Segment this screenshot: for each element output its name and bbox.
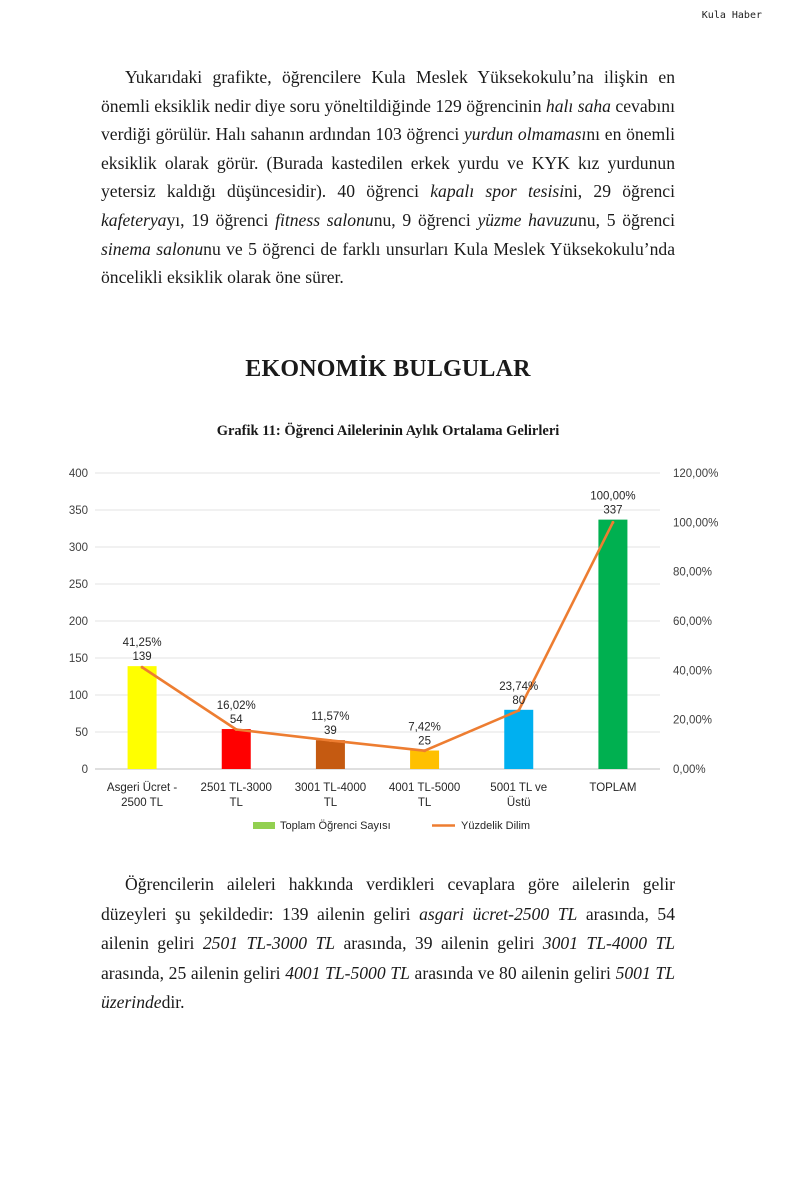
text-run: arasında, 54 ailenin geliri: [101, 903, 675, 953]
x-category-label: TL: [417, 797, 432, 809]
x-category-label: 5001 TL ve: [490, 782, 548, 794]
text-run: arasında ve 80 ailenin geliri: [409, 962, 616, 983]
chart-bar: [504, 710, 533, 769]
legend-swatch-bars: [253, 822, 275, 829]
y-right-tick-label: 20,00%: [673, 714, 713, 727]
text-run: Öğrencilerin aileleri hakkında verdikleri cevaplara göre ailelerin gelir düzeyleri şu şekildedir: 139 ailenin geliri: [101, 874, 675, 924]
bar-value-label: 39: [324, 725, 337, 738]
line-value-label: 16,02%: [216, 700, 256, 713]
line-value-label: 41,25%: [122, 637, 162, 650]
bar-value-label: 337: [603, 504, 623, 517]
line-point: [517, 709, 520, 712]
emphasis-text: sinema salonu: [101, 238, 204, 259]
legend-label-line: Yüzdelik Dilim: [461, 820, 531, 832]
emphasis-text: yüzme havuzu: [477, 209, 578, 230]
text-run: nu, 5 öğrenci: [577, 209, 675, 230]
y-left-tick-label: 300: [68, 542, 88, 554]
y-right-tick-label: 0,00%: [673, 764, 706, 776]
y-right-tick-label: 60,00%: [673, 616, 713, 628]
y-left-tick-label: 150: [68, 653, 88, 665]
line-point: [141, 666, 144, 669]
y-left-tick-label: 400: [68, 468, 88, 480]
x-category-label: Asgeri Ücret -: [106, 782, 178, 794]
x-category-label: TL: [229, 797, 243, 809]
chart-bar: [128, 666, 157, 769]
emphasis-text: fitness salonu: [275, 209, 374, 230]
emphasis-text: halı saha: [545, 95, 611, 116]
body-paragraph-1: [101, 63, 675, 292]
text-run: arasında, 39 ailenin geliri: [335, 933, 543, 953]
y-right-tick-label: 100,00%: [673, 517, 719, 530]
emphasis-text: 2501 TL-3000 TL: [202, 933, 336, 953]
x-category-label: 4001 TL-5000: [388, 782, 461, 794]
text-run: yı, 19 öğrenci: [166, 209, 276, 230]
line-point: [611, 521, 614, 524]
line-point: [423, 749, 426, 752]
line-value-label: 23,74%: [499, 680, 539, 693]
y-left-tick-label: 100: [68, 690, 88, 702]
y-right-tick-label: 40,00%: [673, 665, 713, 678]
bar-value-label: 54: [229, 714, 243, 727]
y-right-tick-label: 80,00%: [673, 566, 713, 579]
emphasis-text: kafeterya: [101, 209, 167, 230]
line-value-label: 7,42%: [408, 721, 441, 734]
emphasis-text: kapalı spor tesisi: [430, 181, 565, 202]
line-value-label: 11,57%: [311, 711, 350, 724]
y-left-tick-label: 250: [68, 579, 88, 591]
text-run: arasında, 25 ailenin geliri: [101, 962, 286, 983]
chart-bar: [222, 729, 251, 769]
x-category-label: TL: [323, 797, 338, 809]
x-category-label: 2501 TL-3000: [200, 782, 272, 794]
section-heading: EKONOMİK BULGULAR: [245, 356, 531, 382]
text-run: nı en önemli eksiklik olarak görür. (Burada kastedilen erkek yurdu ve KYK kız yurdunun yetersiz kaldığı düşüncesidir). 40 öğrenci: [101, 124, 676, 202]
text-run: nu ve 5 öğrenci de farklı unsurları Kula Meslek Yüksekokulu’nda öncelikli eksiklik olarak öne sürer.: [101, 238, 676, 288]
chart-bar: [598, 520, 627, 769]
chart-title: Grafik 11: Öğrenci Ailelerinin Aylık Ortalama Gelirleri: [216, 423, 560, 439]
text-run: ni, 29 öğrenci: [564, 181, 676, 202]
text-run: dir.: [161, 992, 185, 1012]
chart-bar: [410, 751, 439, 770]
text-run: cevabını verdiği görülür. Halı sahanın ardından 103 öğrenci: [101, 95, 675, 145]
emphasis-text: 4001 TL-5000 TL: [285, 962, 410, 983]
line-value-label: 100,00%: [590, 490, 636, 503]
emphasis-text: yurdun olmaması: [464, 124, 587, 145]
income-chart: [0, 455, 800, 845]
y-left-tick-label: 0: [81, 764, 88, 776]
site-brand: Kula Haber: [701, 10, 762, 21]
bar-value-label: 139: [132, 651, 152, 664]
x-category-label: TOPLAM: [589, 782, 637, 794]
percentage-line: [142, 522, 613, 750]
y-left-tick-label: 50: [75, 727, 88, 739]
y-right-tick-label: 120,00%: [673, 468, 719, 480]
text-run: Yukarıdaki grafikte, öğrencilere Kula Meslek Yüksekokulu’na ilişkin en önemli eksiklik nedir diye soru yöneltildiğinde 129 öğrencinin: [101, 67, 675, 116]
chart-bar: [316, 740, 345, 769]
emphasis-text: asgari ücret-2500 TL: [419, 903, 578, 924]
x-category-label: 3001 TL-4000: [294, 782, 367, 794]
emphasis-text: 5001 TL üzerinde: [101, 962, 675, 1012]
line-point: [235, 728, 238, 731]
bar-value-label: 80: [512, 694, 526, 707]
emphasis-text: 3001 TL-4000 TL: [542, 933, 676, 953]
legend-label-bars: Toplam Öğrenci Sayısı: [280, 820, 391, 832]
y-left-tick-label: 350: [68, 505, 88, 517]
body-paragraph-2: [101, 870, 675, 1018]
bar-value-label: 25: [418, 735, 431, 748]
text-run: nu, 9 öğrenci: [373, 209, 478, 230]
line-point: [329, 739, 332, 742]
x-category-label: 2500 TL: [121, 797, 164, 809]
x-category-label: Üstü: [506, 797, 531, 809]
y-left-tick-label: 200: [68, 616, 88, 628]
